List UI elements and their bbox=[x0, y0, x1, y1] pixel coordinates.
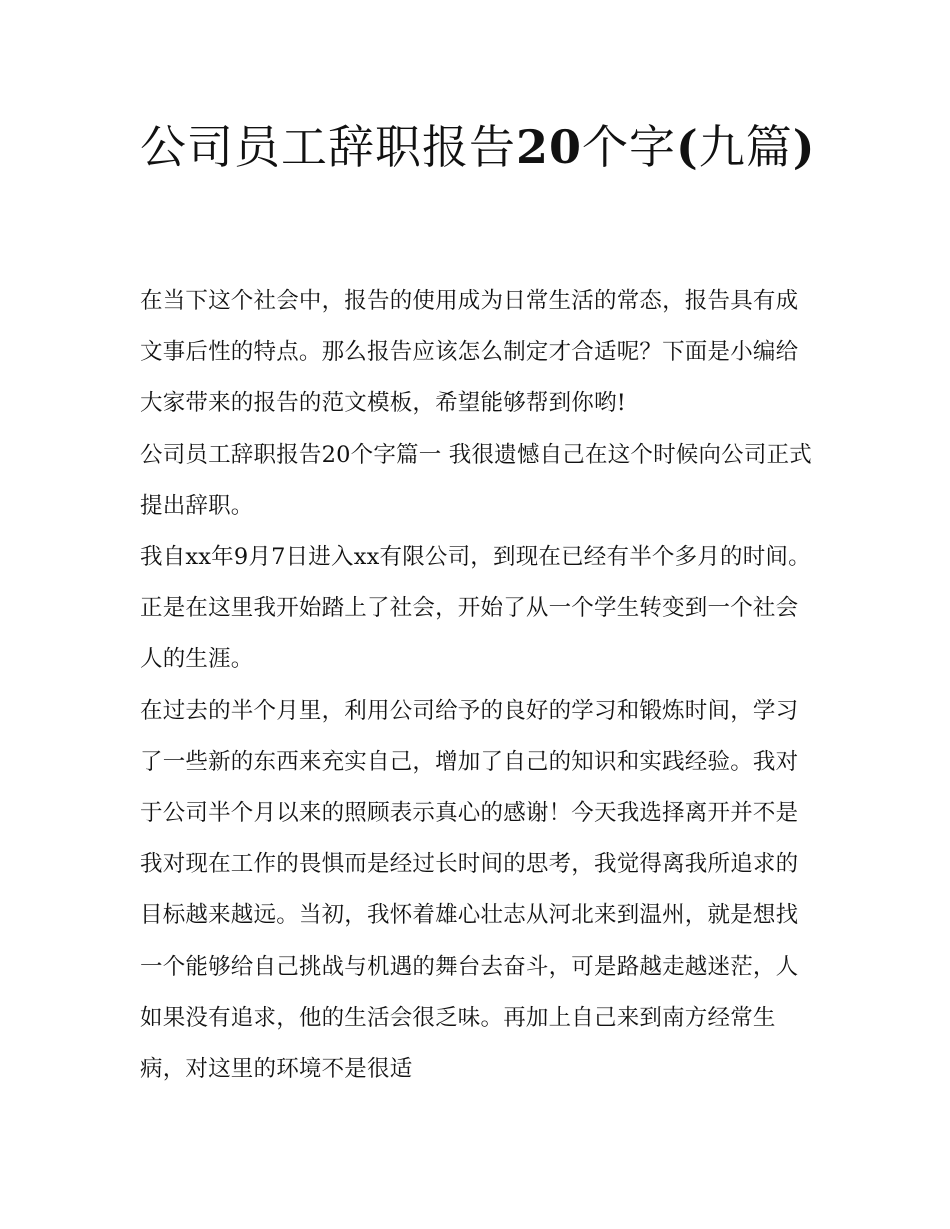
document-body bbox=[140, 276, 820, 1095]
paragraph-background: 我自xx年9月7日进入xx有限公司，到现在已经有半个多月的时间。正是在这里我开始踏上了社会，开始了从一个学生转变到一个社会人的生涯。 bbox=[140, 544, 811, 673]
paragraph-reasons: 在过去的半个月里，利用公司给予的良好的学习和锻炼时间，学习了一些新的东西来充实自己，增加了自己的知识和实践经验。我对于公司半个月以来的照顾表示真心的感谢！今天我选择离开并不是我对现在工作的畏惧而是经过长时间的思考，我觉得离我所追求的目标越来越远。当初，我怀着雄心壮志从河北来到温州，就是想找一个能够给自己挑战与机遇的舞台去奋斗，可是路越走越迷茫，人如果没有追求，他的生活会很乏味。再加上自己来到南方经常生病，对这里的环境不是很适 bbox=[140, 697, 799, 1083]
document-title: 公司员工辞职报告20个字(九篇) bbox=[140, 120, 816, 174]
paragraph-opening: 公司员工辞职报告20个字篇一 我很遗憾自己在这个时候向公司正式提出辞职。 bbox=[140, 441, 812, 519]
paragraph-intro: 在当下这个社会中，报告的使用成为日常生活的常态，报告具有成文事后性的特点。那么报告应该怎么制定才合适呢？下面是小编给大家带来的报告的范文模板，希望能够帮到你哟! bbox=[140, 288, 799, 417]
